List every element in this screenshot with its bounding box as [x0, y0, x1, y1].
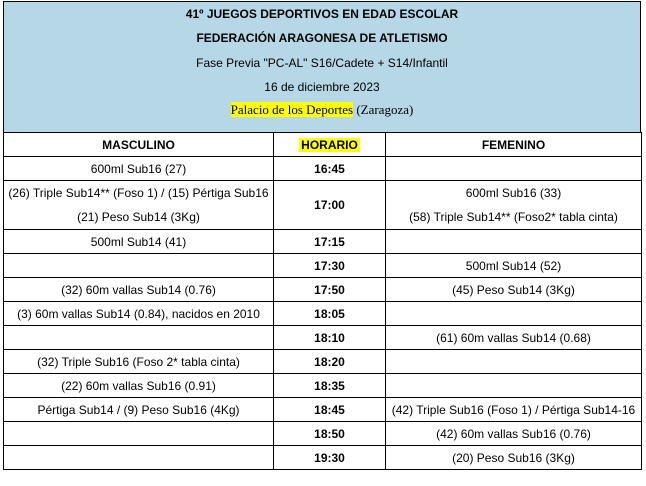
horario-label: HORARIO: [301, 137, 358, 152]
masculino-cell: 600ml Sub16 (27): [4, 157, 274, 181]
femenino-cell: [386, 302, 642, 326]
time-cell: 18:45: [274, 398, 386, 422]
column-header-masculino: MASCULINO: [4, 133, 274, 157]
femenino-cell: (45) Peso Sub14 (3Kg): [386, 278, 642, 302]
table-header-row: [4, 133, 642, 157]
masculino-cell: [4, 254, 274, 278]
femenino-event: (58) Triple Sub14** (Foso2* tabla cinta): [409, 210, 618, 224]
table-row: [4, 302, 642, 326]
masculino-cell: Pértiga Sub14 / (9) Peso Sub16 (4Kg): [4, 398, 274, 422]
venue-name: Palacio de los Deportes: [230, 102, 354, 117]
phase-subtitle: Fase Previa "PC-AL" S16/Cadete + S14/Infantil: [196, 56, 448, 70]
table-row: [4, 254, 642, 278]
table-row: [4, 278, 642, 302]
masculino-cell: 500ml Sub14 (41): [4, 230, 274, 254]
masculino-event: (21) Peso Sub14 (3Kg): [77, 210, 200, 224]
masculino-cell: (22) 60m vallas Sub16 (0.91): [4, 374, 274, 398]
time-cell: 16:45: [274, 157, 386, 181]
time-cell: 18:35: [274, 374, 386, 398]
venue-city: (Zaragoza): [353, 102, 414, 117]
masculino-cell: (32) Triple Sub16 (Foso 2* tabla cinta): [4, 350, 274, 374]
femenino-cell: [386, 157, 642, 181]
time-cell: 17:15: [274, 230, 386, 254]
table-row: [4, 230, 642, 254]
event-date: 16 de diciembre 2023: [264, 80, 380, 94]
time-cell: 18:20: [274, 350, 386, 374]
time-cell: 18:05: [274, 302, 386, 326]
femenino-cell: (42) 60m vallas Sub16 (0.76): [386, 422, 642, 446]
table-row: [4, 326, 642, 350]
masculino-cell: (3) 60m vallas Sub14 (0.84), nacidos en 2010: [4, 302, 274, 326]
masculino-cell: [4, 422, 274, 446]
table-row: [4, 422, 642, 446]
schedule-table: [3, 132, 642, 470]
masculino-cell: [4, 326, 274, 350]
table-row: [4, 157, 642, 181]
column-header-femenino: FEMENINO: [386, 133, 642, 157]
femenino-cell: (42) Triple Sub16 (Foso 1) / Pértiga Sub14-16: [386, 398, 642, 422]
femenino-cell: (61) 60m vallas Sub14 (0.68): [386, 326, 642, 350]
femenino-cell: [386, 350, 642, 374]
femenino-cell: (20) Peso Sub16 (3Kg): [386, 446, 642, 470]
table-row: [4, 374, 642, 398]
femenino-event: 600ml Sub16 (33): [465, 186, 562, 200]
masculino-cell: [4, 181, 274, 230]
table-row: [4, 398, 642, 422]
time-cell: 19:30: [274, 446, 386, 470]
time-cell: 18:10: [274, 326, 386, 350]
time-cell: 17:30: [274, 254, 386, 278]
document-header: [3, 1, 641, 133]
federation-name: FEDERACIÓN ARAGONESA DE ATLETISMO: [196, 31, 448, 45]
femenino-cell: [386, 230, 642, 254]
masculino-cell: [4, 446, 274, 470]
event-title: 41º JUEGOS DEPORTIVOS EN EDAD ESCOLAR: [185, 7, 459, 21]
femenino-cell: [386, 374, 642, 398]
venue-line: [4, 103, 640, 117]
column-header-horario: [274, 133, 386, 157]
time-cell: 17:50: [274, 278, 386, 302]
table-row: [4, 181, 642, 230]
femenino-cell: [386, 181, 642, 230]
table-row: [4, 446, 642, 470]
time-cell: 18:50: [274, 422, 386, 446]
time-cell: 17:00: [274, 181, 386, 230]
masculino-event: (26) Triple Sub14** (Foso 1) / (15) Pértiga Sub16: [8, 186, 269, 200]
table-row: [4, 350, 642, 374]
femenino-cell: 500ml Sub14 (52): [386, 254, 642, 278]
masculino-cell: (32) 60m vallas Sub14 (0.76): [4, 278, 274, 302]
